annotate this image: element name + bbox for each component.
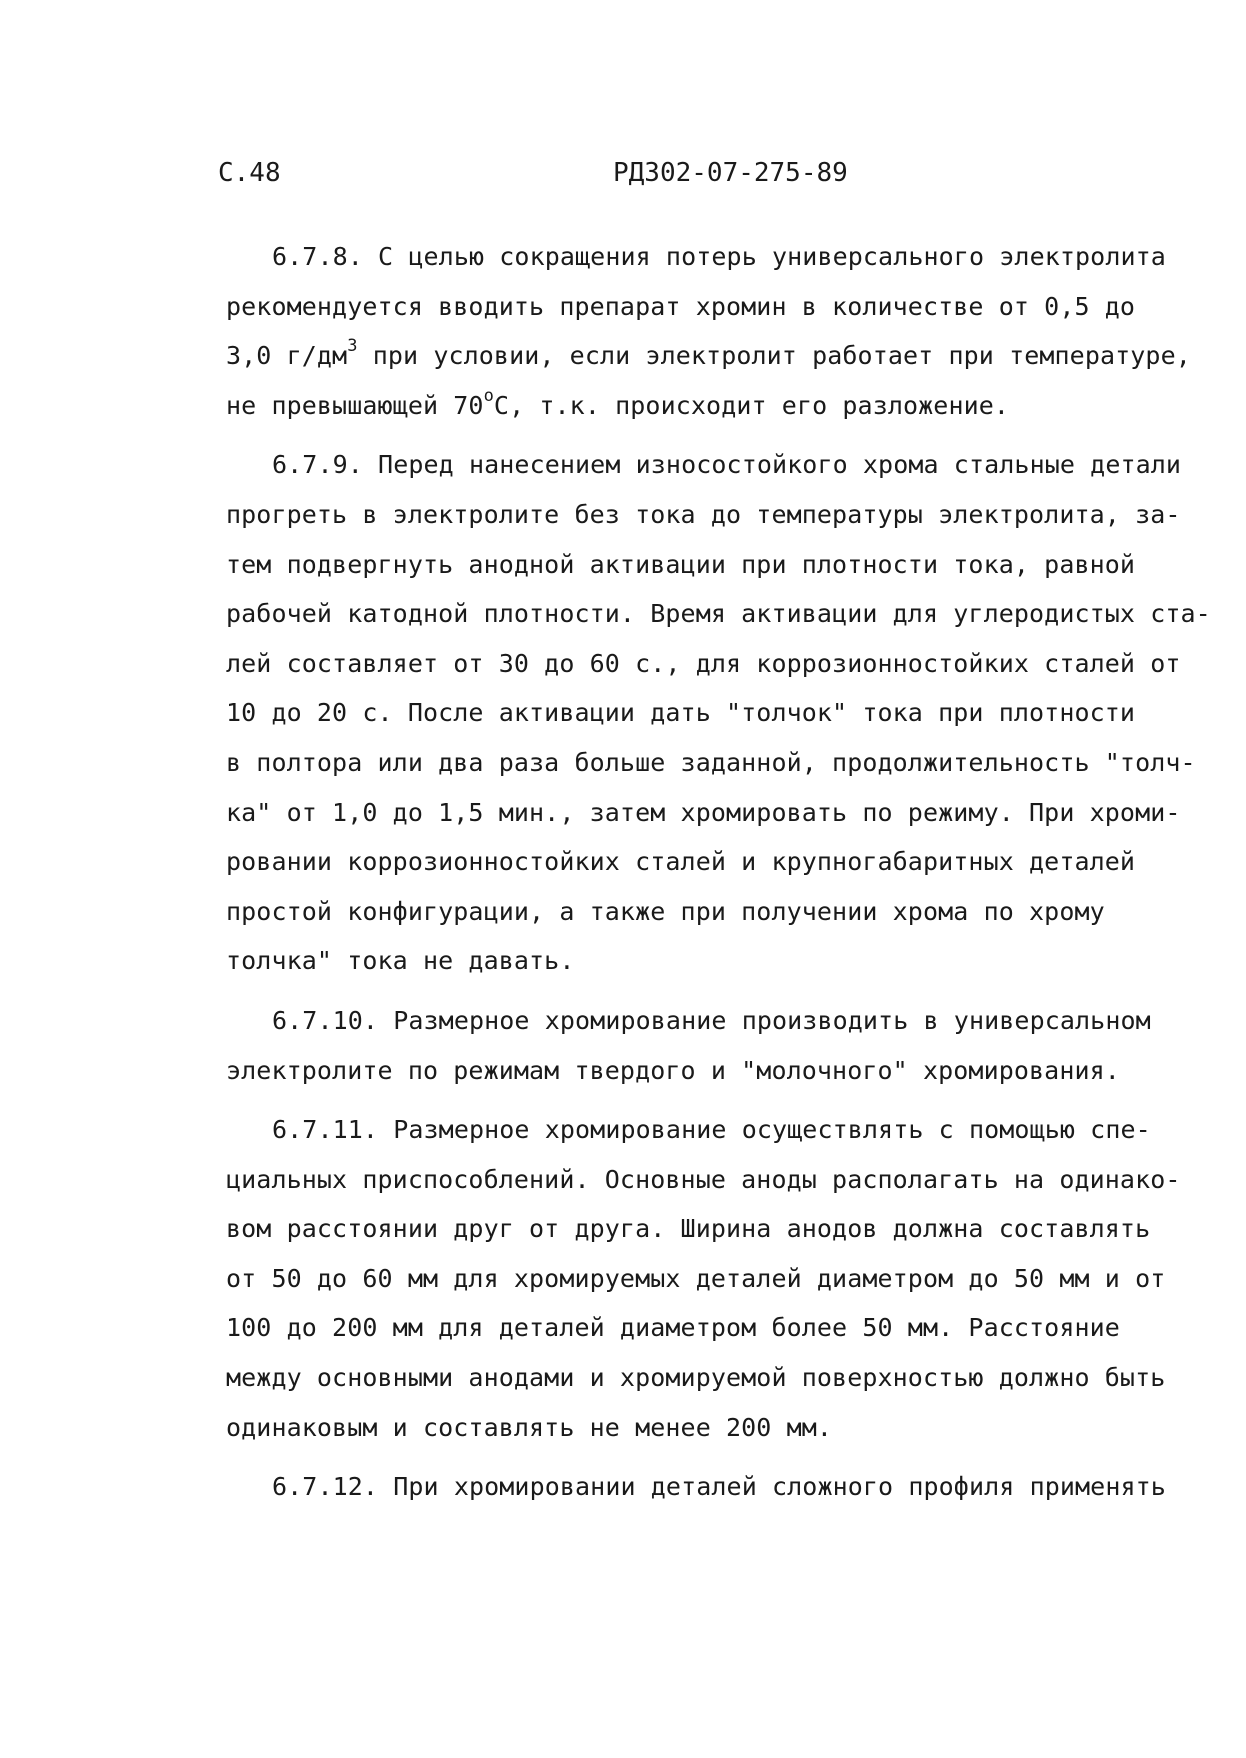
text-fragment: 3,0 г/дм [226,341,348,371]
paragraph-6-7-8 [226,232,1226,430]
text-line: 100 до 200 мм для деталей диаметром более 50 мм. Расстояние [226,1313,1120,1343]
text-line: ка" от 1,0 до 1,5 мин., затем хромировать по режиму. При хроми- [226,797,1181,827]
page-header [218,158,1228,198]
text-line: 6.7.11. Размерное хромирование осуществлять с помощью спе- [272,1115,1151,1145]
text-line: тем подвергнуть анодной активации при плотности тока, равной [226,549,1136,579]
document-body [226,232,1226,1512]
text-line: 6.7.10. Размерное хромирование производить в универсальном [272,1005,1151,1035]
text-line: циальных приспособлений. Основные аноды располагать на одинако- [226,1164,1181,1194]
text-line [226,331,1226,381]
document-code: РД302-07-275-89 [613,158,848,188]
text-line: вом расстоянии друг от друга. Ширина анодов должна составлять [226,1214,1151,1244]
text-fragment: не превышающей 70 [226,390,484,420]
text-line: рекомендуется вводить препарат хромин в количестве от 0,5 до [226,291,1136,321]
text-line: прогреть в электролите без тока до температуры электролита, за- [226,499,1181,529]
text-line: простой конфигурации, а также при получении хрома по хрому [226,896,1105,926]
text-line: толчка" тока не давать. [226,946,575,976]
text-line: 10 до 20 с. После активации дать "толчок" тока при плотности [226,698,1136,728]
paragraph-6-7-10 [226,996,1226,1095]
text-line: ровании коррозионностойких сталей и крупногабаритных деталей [226,847,1136,877]
paragraph-6-7-12 [226,1462,1226,1512]
text-fragment: С, т.к. происходит его разложение. [493,390,1010,420]
text-line: электролите по режимам твердого и "молочного" хромирования. [226,1055,1120,1085]
text-line: рабочей катодной плотности. Время активации для углеродистых ста- [226,599,1211,629]
text-line [226,381,1226,431]
text-line: 6.7.8. С целью сокращения потерь универсального электролита [272,242,1166,271]
text-line: между основными анодами и хромируемой поверхностью должно быть [226,1363,1166,1393]
text-line: 6.7.9. Перед нанесением износостойкого хрома стальные детали [272,450,1182,480]
text-line: лей составляет от 30 до 60 с., для коррозионностойких сталей от [226,648,1181,678]
text-line: 6.7.12. При хромировании деталей сложного профиля применять [272,1472,1166,1502]
text-line: одинаковым и составлять не менее 200 мм. [226,1412,833,1442]
superscript: о [483,385,494,406]
paragraph-6-7-9 [226,440,1226,986]
page-number: С.48 [218,158,281,188]
text-fragment: при условии, если электролит работает при температуре, [357,341,1191,371]
superscript: 3 [347,336,358,357]
text-line: от 50 до 60 мм для хромируемых деталей диаметром до 50 мм и от [226,1263,1166,1293]
paragraph-6-7-11 [226,1105,1226,1452]
text-line: в полтора или два раза больше заданной, продолжительность "толч- [226,747,1196,777]
